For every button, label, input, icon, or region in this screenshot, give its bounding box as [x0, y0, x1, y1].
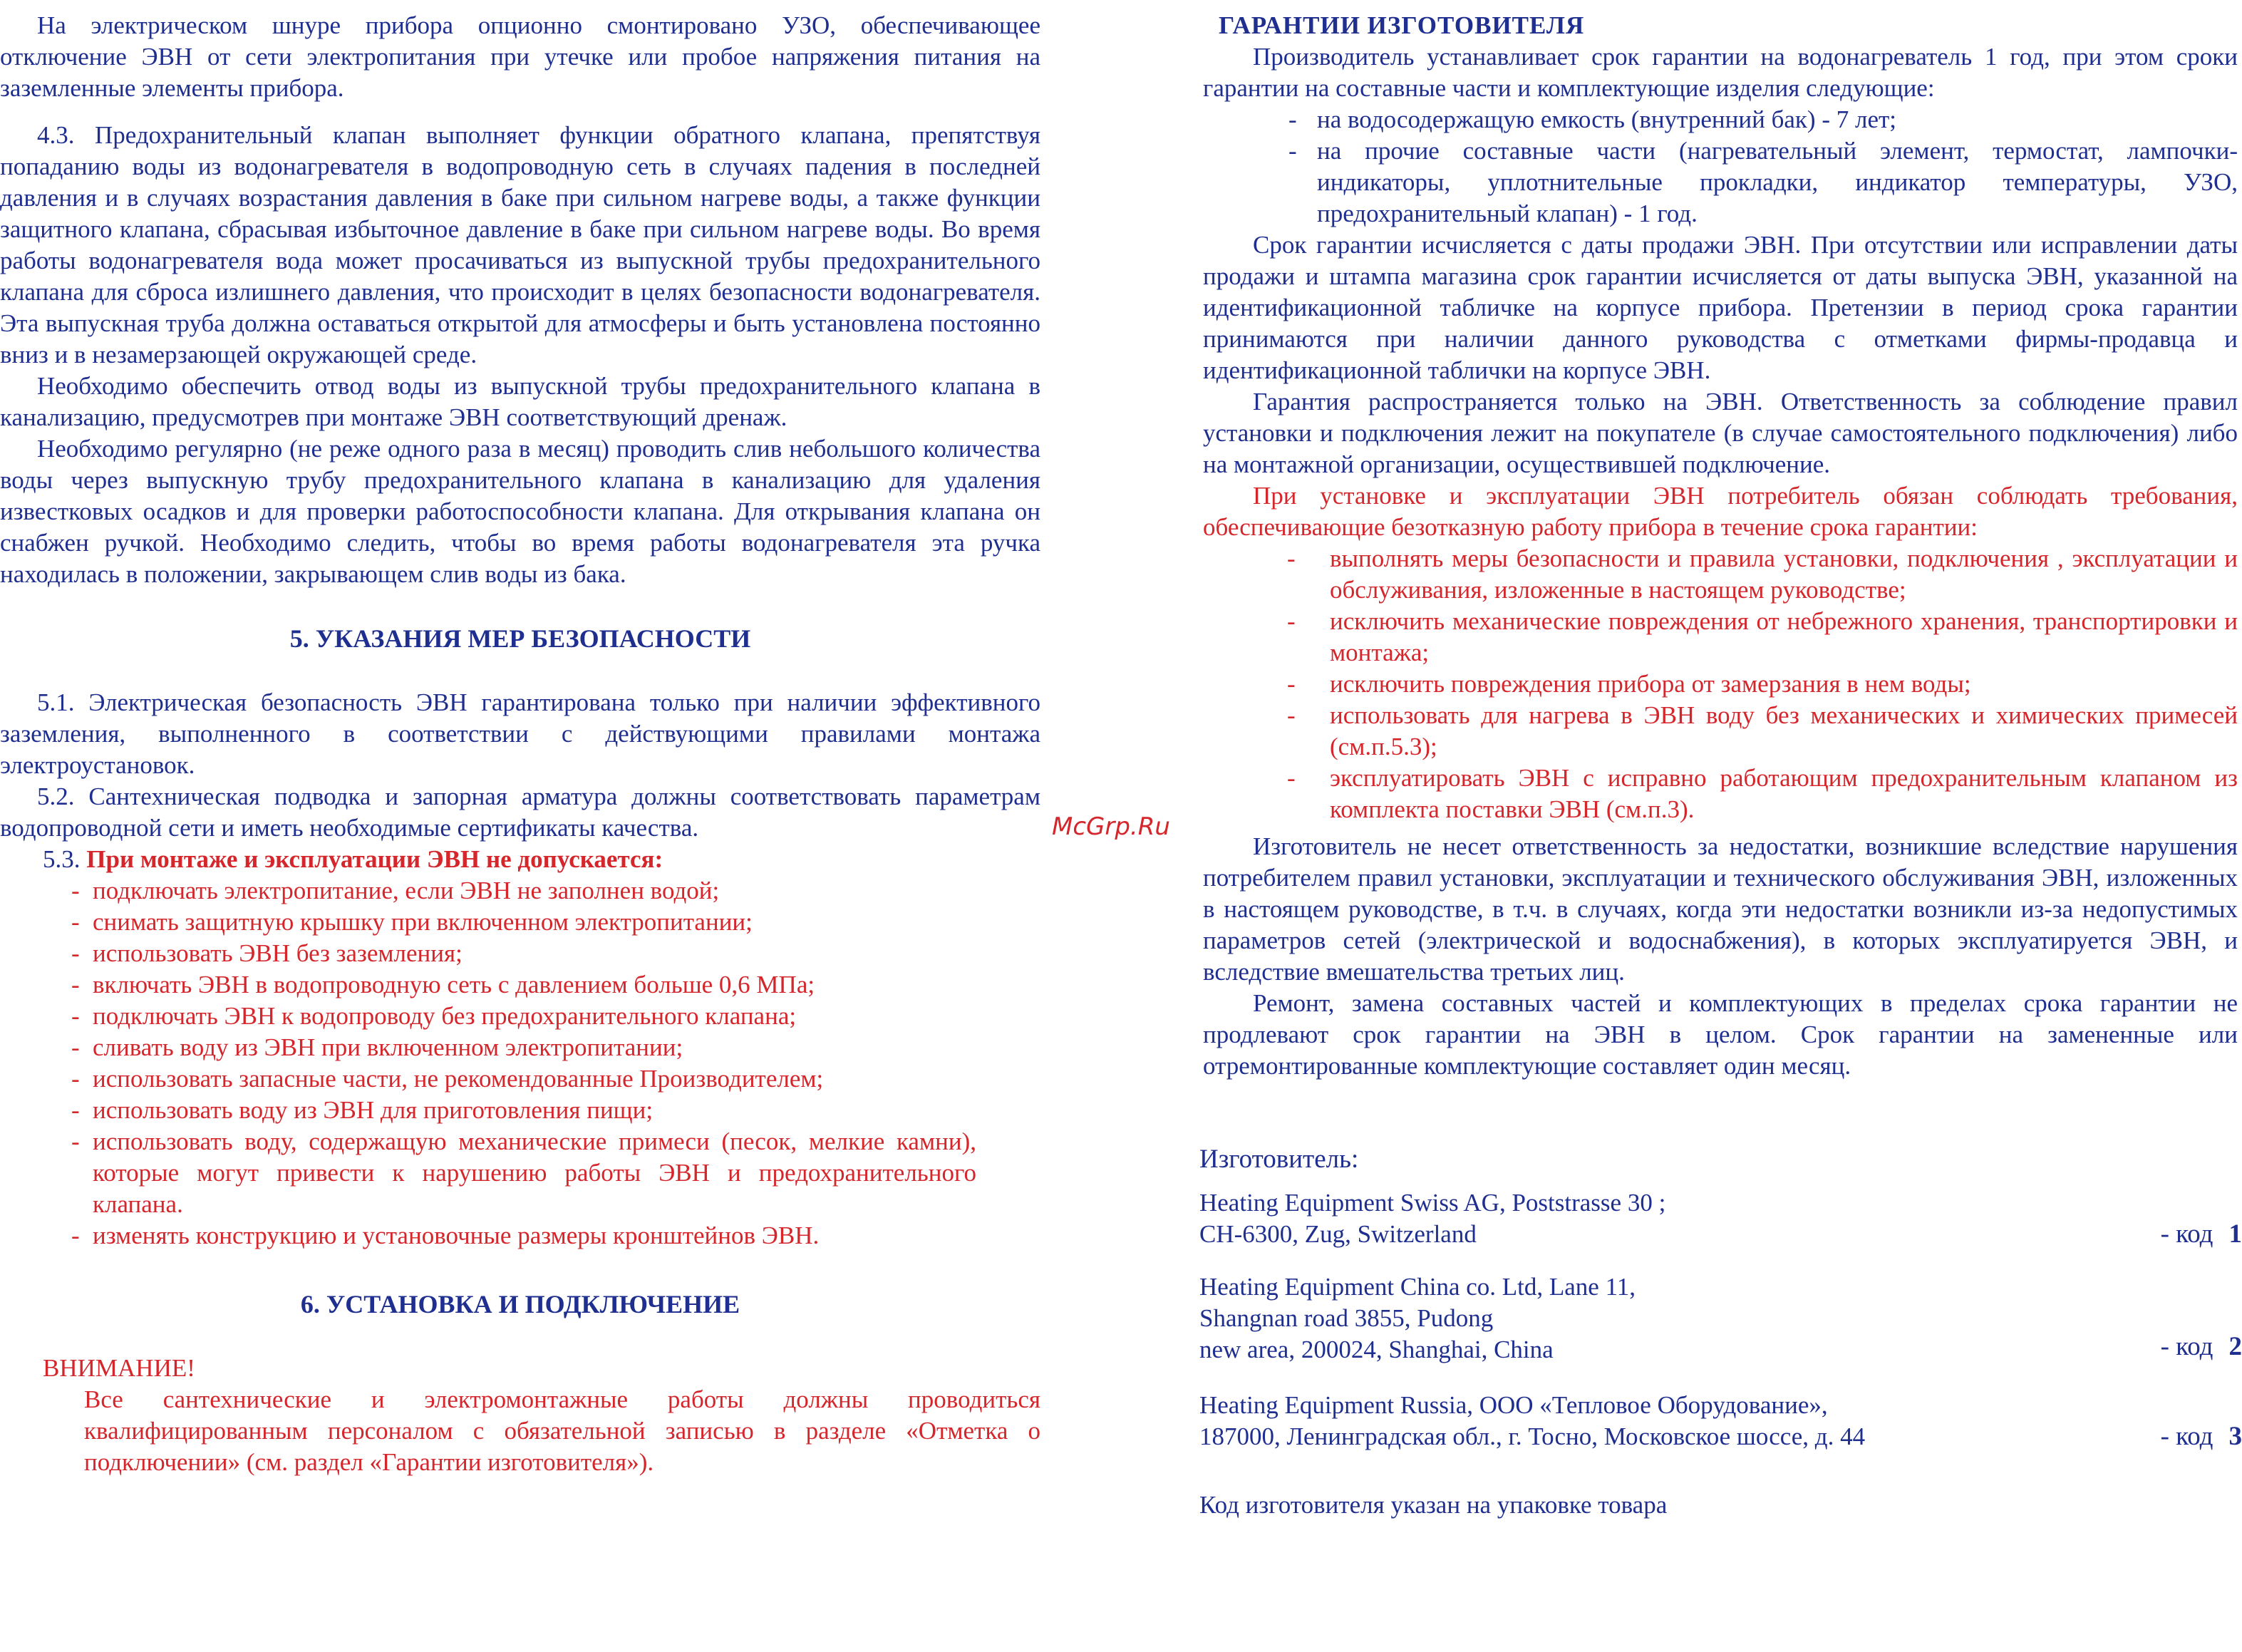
list-item: - изменять конструкцию и установочные размеры кронштейнов ЭВН.: [71, 1222, 820, 1249]
paragraph-guarantee-applies: Гарантия распространяется только на ЭВН. Ответственность за соблюдение правил установки и подключения лежит на покупателе (в случае самостоятельного подключения) либо на монтажной организации, осуществившей подключение.: [1203, 388, 2238, 478]
manufacturer-address-line: Heating Equipment Russia, ООО «Тепловое Оборудование»,: [1199, 1391, 1828, 1419]
list-item: - исключить повреждения прибора от замерзания в нем воды;: [1287, 670, 1971, 698]
paragraph-guarantee-calc: Срок гарантии исчисляется с даты продажи ЭВН. При отсутствии или исправлении даты продажи и штампа магазина срок гарантии исчисляется от даты выпуска ЭВН, указанной на идентификационной табличке на корпусе прибора. Претензии в период срока гарантии принимаются при наличии данного руководства с отметками фирмы-продавца и идентификационной таблички на корпусе ЭВН.: [1203, 231, 2238, 384]
attention-text: Все сантехнические и электромонтажные работы должны проводиться квалифицированным персоналом с обязательной записью в разделе «Отметка о подключении» (см. раздел «Гарантии изготовителя»).: [84, 1385, 1040, 1476]
section-6-heading: 6. УСТАНОВКА И ПОДКЛЮЧЕНИЕ: [300, 1290, 740, 1318]
list-item: - сливать воду из ЭВН при включенном электропитании;: [71, 1033, 683, 1061]
manufacturer-code-note: Код изготовителя указан на упаковке товара: [1199, 1491, 1668, 1519]
right-column: [1203, 10, 2238, 1082]
list-item: - подключать ЭВН к водопроводу без предохранительного клапана;: [71, 1002, 797, 1030]
list-item: - эксплуатировать ЭВН с исправно работающим предохранительным клапаном из комплекта поставки ЭВН (см.п.3).: [1287, 764, 2238, 823]
paragraph-4-3: 4.3. Предохранительный клапан выполняет функции обратного клапана, препятствуя попаданию воды из водонагревателя в водопроводную сеть в случаях падения в последней давления и в случаях возрастания давления в баке при сильном нагреве воды, а также функции защитного клапана, сбрасывая избыточное давление в баке при сильном нагреве воды. Во время работы водонагревателя вода может просачиваться из выпускной трубы предохранительного клапана для сброса излишнего давления, что происходит в целях безопасности водонагревателя. Эта выпускная труба должна оставаться открытой для атмосферы и быть установлена постоянно вниз и в незамерзающей окружающей среде.: [0, 121, 1040, 368]
paragraph-5-3: [0, 844, 1040, 875]
manufacturer-address-line: 187000, Ленинградская обл., г. Тосно, Московское шоссе, д. 44: [1199, 1423, 1866, 1450]
paragraph-drain: Необходимо обеспечить отвод воды из выпускной трубы предохранительного клапана в канализацию, предусмотрев при монтаже ЭВН соответствующий дренаж.: [0, 372, 1040, 431]
list-item: - на водосодержащую емкость (внутренний бак) - 7 лет;: [1288, 105, 1896, 133]
manufacturer-code: - код 2: [2160, 1332, 2242, 1361]
paragraph-consumer-duties: При установке и эксплуатации ЭВН потребитель обязан соблюдать требования, обеспечивающие безотказную работу прибора в течение срока гарантии:: [1203, 482, 2238, 541]
paragraph-regular-drain: Необходимо регулярно (не реже одного раза в месяц) проводить слив небольшого количества воды через выпускную трубу предохранительного клапана в канализацию для удаления известковых осадков и для проверки работоспособности клапана. Для открывания клапана он снабжен ручкой. Необходимо следить, чтобы во время работы водонагревателя эта ручка находилась в положении, закрывающем слив воды из бака.: [0, 435, 1040, 588]
manufacturer-address-line: Heating Equipment Swiss AG, Poststrasse 30 ;: [1199, 1189, 1666, 1217]
paragraph-5-3-number: 5.3.: [43, 845, 81, 873]
guarantee-term-list: [1203, 104, 2238, 229]
manufacturer-code: - код 1: [2160, 1219, 2242, 1249]
list-item: - использовать запасные части, не рекомендованные Производителем;: [71, 1065, 824, 1093]
list-item: - подключать электропитание, если ЭВН не заполнен водой;: [71, 877, 720, 904]
list-item: - исключить механические повреждения от небрежного хранения, транспортировки и монтажа;: [1287, 607, 2238, 666]
manufacturer-address-line: new area, 200024, Shanghai, China: [1199, 1336, 1554, 1363]
section-5-heading: 5. УКАЗАНИЯ МЕР БЕЗОПАСНОСТИ: [289, 624, 751, 653]
paragraph-5-2: 5.2. Сантехническая подводка и запорная арматура должны соответствовать параметрам водопроводной сети и иметь необходимые сертификаты качества.: [0, 783, 1040, 842]
manufacturer-entry-1: [1199, 1187, 2242, 1250]
manufacturer-entry-2: [1199, 1271, 2242, 1366]
list-item: - использовать воду, содержащую механические примеси (песок, мелкие камни), которые могут привести к нарушению работы ЭВН и предохранительного клапана.: [71, 1127, 976, 1218]
paragraph-uzo: На электрическом шнуре прибора опционно смонтировано УЗО, обеспечивающее отключение ЭВН от сети электропитания при утечке или пробое напряжения питания на заземленные элементы прибора.: [0, 11, 1040, 102]
guarantee-heading: ГАРАНТИИ ИЗГОТОВИТЕЛЯ: [1219, 11, 1585, 39]
consumer-duties-list: [1203, 543, 2238, 825]
list-item: - использовать для нагрева в ЭВН воду без механических и химических примесей (см.п.5.3);: [1287, 701, 2238, 760]
manufacturer-address-line: CH-6300, Zug, Switzerland: [1199, 1220, 1477, 1248]
paragraph-repair: Ремонт, замена составных частей и комплектующих в пределах срока гарантии не продлевают срок гарантии на ЭВН в целом. Срок гарантии на замененные или отремонтированные комплектующие составляет один месяц.: [1203, 989, 2238, 1080]
watermark: McGrp.Ru: [1052, 812, 1170, 841]
paragraph-5-1: 5.1. Электрическая безопасность ЭВН гарантирована только при наличии эффективного заземления, выполненного в соответствии с действующими правилами монтажа электроустановок.: [0, 688, 1040, 779]
list-item: - использовать ЭВН без заземления;: [71, 939, 463, 967]
list-item: - использовать воду из ЭВН для приготовления пищи;: [71, 1096, 654, 1124]
manufacturer-address-line: Shangnan road 3855, Pudong: [1199, 1304, 1494, 1332]
list-item: - выполнять меры безопасности и правила установки, подключения , эксплуатации и обслуживания, изложенные в настоящем руководстве;: [1287, 544, 2238, 604]
attention-label: ВНИМАНИЕ!: [43, 1354, 195, 1382]
paragraph-guarantee-term: Производитель устанавливает срок гарантии на водонагреватель 1 год, при этом сроки гарантии на составные части и комплектующие изделия следующие:: [1203, 43, 2238, 102]
list-item: - включать ЭВН в водопроводную сеть с давлением больше 0,6 МПа;: [71, 971, 815, 998]
left-column: [0, 10, 1040, 1478]
manufacturer-address-line: Heating Equipment China co. Ltd, Lane 11,: [1199, 1273, 1636, 1301]
manufacturer-entry-3: [1199, 1390, 2242, 1452]
paragraph-5-3-heading: При монтаже и эксплуатации ЭВН не допускается:: [86, 845, 663, 873]
list-item: - снимать защитную крышку при включенном электропитании;: [71, 908, 753, 936]
manufacturer-code: - код 3: [2160, 1422, 2242, 1451]
list-item: - на прочие составные части (нагревательный элемент, термостат, лампочки-индикаторы, уплотнительные прокладки, индикатор температуры, УЗО, предохранительный клапан) - 1 год.: [1288, 137, 2238, 227]
prohibited-list: [0, 875, 1040, 1251]
manufacturer-label: Изготовитель:: [1199, 1145, 1359, 1174]
paragraph-not-responsible: Изготовитель не несет ответственность за недостатки, возникшие вследствие нарушения потребителем правил установки, эксплуатации и технического обслуживания ЭВН, изложенных в настоящем руководстве, в т.ч. в случаях, когда эти недостатки возникли из-за недопустимых параметров сетей (электрической и водоснабжения), в которых эксплуатируется ЭВН, и вследствие вмешательства третьих лиц.: [1203, 832, 2238, 986]
